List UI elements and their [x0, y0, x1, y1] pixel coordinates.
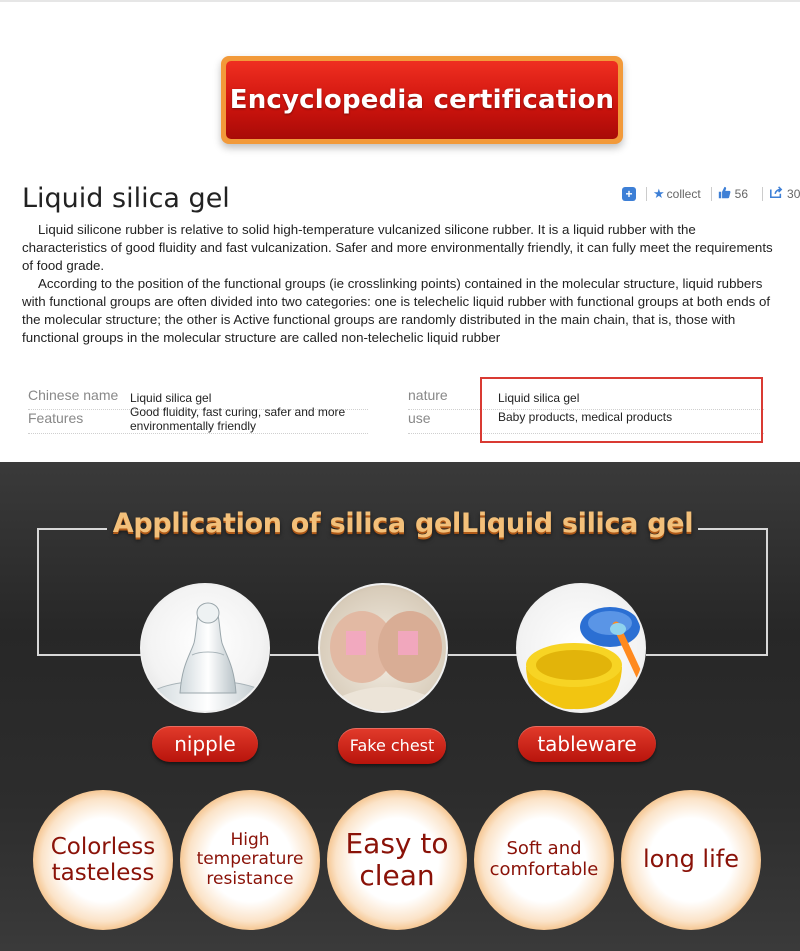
- chinese-name-value: Liquid silica gel: [130, 391, 212, 405]
- frame-line-top-left: [37, 528, 107, 530]
- description-paragraph: According to the position of the functional groups (ie crosslinking points) contained in the molecular structure, liquid rubbers with functional groups are often divided into two categories: one is telechelic liquid rubber with functional groups at both ends of the molecular structure; the other is Active functional groups are randomly distributed in the main chain, that is, those with functional groups in the molecular structure are called non-telechelic liquid rubber: [22, 276, 771, 345]
- star-icon[interactable]: ★: [653, 186, 665, 201]
- nipple-illustration: [142, 585, 270, 713]
- feature-label: long life: [643, 845, 739, 874]
- nature-value: Liquid silica gel: [498, 391, 580, 405]
- encyclopedia-section: [0, 0, 800, 462]
- frame-line-bottom-mid-left: [270, 654, 320, 656]
- feature-label: Colorless tasteless: [50, 833, 156, 886]
- article-description: [22, 221, 782, 347]
- article-toolbar: [622, 186, 800, 202]
- feature-soft-and-comfortable: [474, 790, 614, 930]
- collect-button[interactable]: collect: [666, 187, 701, 201]
- feature-easy-to-clean: [327, 790, 467, 930]
- feature-high-temperature-resistance: [180, 790, 320, 930]
- like-count: 56: [734, 187, 749, 201]
- chinese-name-label: Chinese name: [28, 387, 119, 403]
- feature-colorless-tasteless: [33, 790, 173, 930]
- add-icon[interactable]: +: [622, 187, 636, 201]
- frame-line-bottom-right: [646, 654, 768, 656]
- frame-line-right: [766, 528, 768, 656]
- article-title: Liquid silica gel: [22, 183, 230, 214]
- share-count: 30: [787, 187, 800, 201]
- share-icon[interactable]: [769, 186, 783, 202]
- thumbs-up-icon[interactable]: [718, 186, 731, 202]
- application-title: Application of silica gelLiquid silica gel: [112, 508, 694, 539]
- fake-chest-label: Fake chest: [338, 728, 446, 764]
- use-value: Baby products, medical products: [498, 410, 673, 424]
- toolbar-separator: [711, 187, 712, 201]
- certification-banner-inner: [226, 61, 618, 139]
- feature-long-life: [621, 790, 761, 930]
- fake-chest-illustration: [320, 585, 448, 713]
- fake-chest-image: [318, 583, 448, 713]
- tableware-image: [516, 583, 646, 713]
- tableware-illustration: [518, 585, 646, 713]
- frame-line-top-right: [698, 528, 768, 530]
- nature-label: nature: [408, 387, 448, 403]
- top-divider: [0, 0, 800, 2]
- feature-label: High temperature resistance: [196, 829, 304, 889]
- frame-line-left: [37, 528, 39, 656]
- feature-label: Soft and comfortable: [489, 838, 599, 880]
- tableware-label: tableware: [518, 726, 656, 762]
- frame-line-bottom-mid-right: [448, 654, 518, 656]
- frame-line-bottom-left: [37, 654, 142, 656]
- nipple-image: [140, 583, 270, 713]
- row-divider: [28, 433, 368, 434]
- nipple-label: nipple: [152, 726, 258, 762]
- use-label: use: [408, 410, 431, 426]
- highlight-box: [480, 377, 763, 443]
- feature-label: Easy to clean: [345, 826, 449, 892]
- description-paragraph: Liquid silicone rubber is relative to solid high-temperature vulcanized silicone rubber. It is a liquid rubber with the characteristics of good fluidity and fast vulcanization. Safer and more environmentally friendly, it can fully meet the requirements of food grade.: [22, 222, 773, 273]
- features-value: Good fluidity, fast curing, safer and more environmentally friendly: [130, 405, 346, 433]
- certification-banner: [221, 56, 623, 144]
- certification-banner-title: Encyclopedia certification: [229, 85, 615, 115]
- features-label: Features: [28, 410, 84, 426]
- toolbar-separator: [762, 187, 763, 201]
- toolbar-separator: [646, 187, 647, 201]
